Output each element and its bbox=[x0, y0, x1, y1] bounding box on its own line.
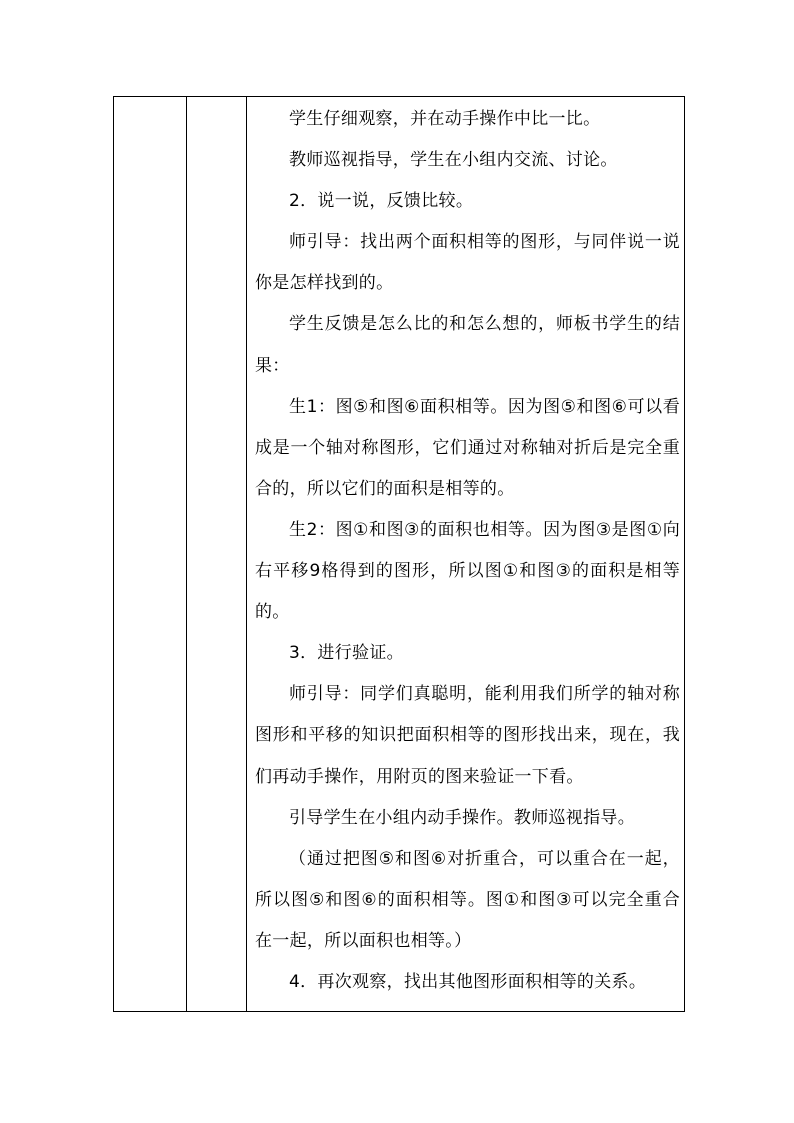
paragraph: 4．再次观察，找出其他图形面积相等的关系。 bbox=[289, 971, 647, 992]
table-column-time bbox=[187, 97, 247, 1011]
paragraph: 师引导：找出两个面积相等的图形，与同伴说一说你是怎样找到的。 bbox=[255, 232, 680, 294]
paragraph: 引导学生在小组内动手操作。教师巡视指导。 bbox=[289, 807, 635, 828]
paragraph: 2．说一说，反馈比较。 bbox=[289, 191, 474, 212]
paragraph: 师引导：同学们真聪明，能利用我们所学的轴对称图形和平移的知识把面积相等的图形找出来，现在，我们再动手操作，用附页的图来验证一下看。 bbox=[255, 684, 680, 787]
table-column-content bbox=[247, 97, 684, 1011]
paragraph: 学生仔细观察，并在动手操作中比一比。 bbox=[289, 109, 601, 129]
table-column-stage bbox=[114, 97, 187, 1011]
paragraph: 教师巡视指导，学生在小组内交流、讨论。 bbox=[289, 150, 618, 171]
paragraph: （通过把图⑤和图⑥对折重合，可以重合在一起，所以图⑤和图⑥的面积相等。图①和图③可以完全重合在一起，所以面积也相等。） bbox=[255, 848, 680, 951]
paragraph: 3．进行验证。 bbox=[289, 643, 404, 664]
content-paragraphs bbox=[255, 99, 680, 1003]
paragraph: 学生反馈是怎么比的和怎么想的，师板书学生的结果： bbox=[255, 314, 680, 376]
paragraph: 生1：图⑤和图⑥面积相等。因为图⑤和图⑥可以看成是一个轴对称图形，它们通过对称轴对折后是完全重合的，所以它们的面积是相等的。 bbox=[255, 396, 680, 499]
lesson-table bbox=[113, 96, 685, 1012]
paragraph: 生2：图①和图③的面积也相等。因为图③是图①向右平移9格得到的图形，所以图①和图③的面积是相等的。 bbox=[255, 519, 680, 623]
